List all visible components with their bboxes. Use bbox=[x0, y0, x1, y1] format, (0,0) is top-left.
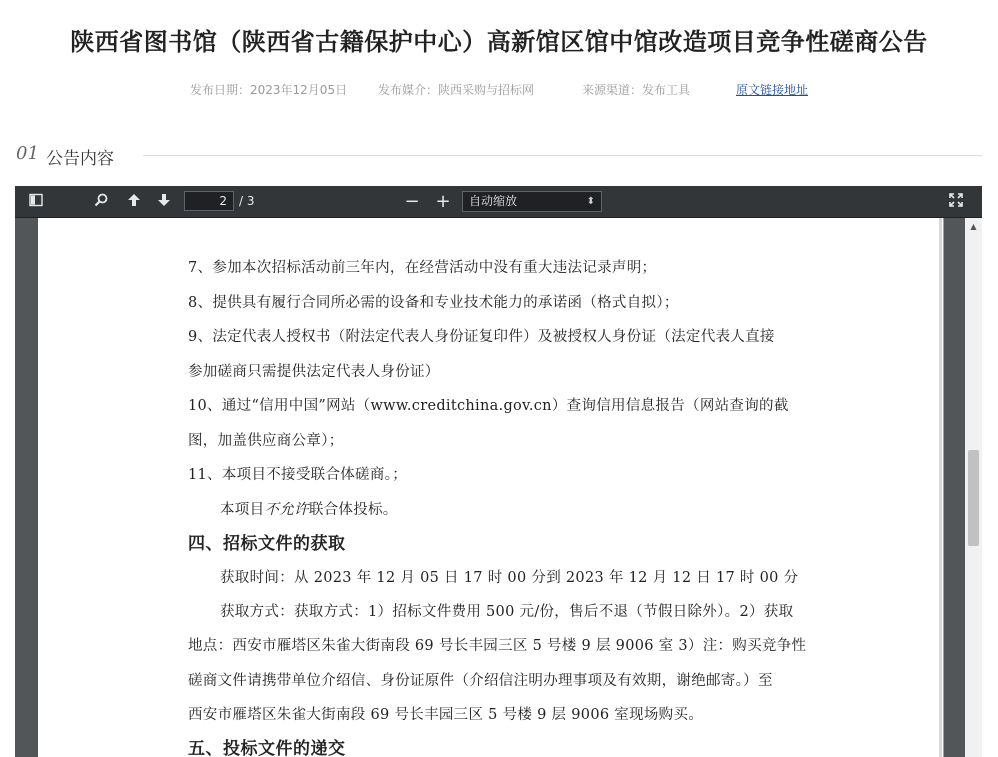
doc-heading: 五、投标文件的递交 bbox=[188, 739, 346, 757]
source-channel: 来源渠道：发布工具 bbox=[582, 83, 691, 97]
doc-line: 10、通过“信用中国”网站（www.creditchina.gov.cn）查询信用信息报告（网站查询的截 bbox=[188, 398, 789, 414]
doc-line: 8、提供具有履行合同所必需的设备和专业技术能力的承诺函（格式自拟）； bbox=[188, 295, 679, 311]
doc-line: 获取时间：从 2023 年 12 月 05 日 17 时 00 分到 2023 年 12 月 12 日 17 时 00 分 bbox=[220, 570, 799, 586]
search-icon[interactable] bbox=[91, 192, 111, 212]
scan-edge-line bbox=[943, 218, 944, 757]
scan-edge bbox=[939, 218, 942, 757]
doc-line: 磋商文件请携带单位介绍信、身份证原件（介绍信注明办理事项及有效期，谢绝邮寄。）至 bbox=[188, 673, 773, 689]
zoom-select-value: 自动缩放 bbox=[469, 194, 518, 208]
section-number: 01 bbox=[16, 143, 39, 164]
scrollbar[interactable] bbox=[965, 218, 982, 757]
section-divider bbox=[143, 155, 982, 156]
page-number-input[interactable]: 2 bbox=[184, 191, 234, 211]
doc-text: 本项目 bbox=[220, 502, 265, 518]
doc-line: 地点：西安市雁塔区朱雀大街南段 69 号长丰园三区 5 号楼 9 层 9006 室 3）注：购买竞争性 bbox=[188, 638, 807, 654]
zoom-out-button[interactable]: − bbox=[404, 191, 420, 212]
doc-text-italic: 不允许 bbox=[264, 502, 309, 518]
page-count: / 3 bbox=[239, 194, 255, 208]
doc-line: 获取方式：获取方式：1）招标文件费用 500 元/份，售后不退（节假日除外）。2）获取 bbox=[220, 604, 794, 620]
doc-line: 9、法定代表人授权书（附法定代表人身份证复印件）及被授权人身份证（法定代表人直接 bbox=[188, 329, 775, 345]
pdf-viewer bbox=[15, 186, 982, 757]
zoom-in-button[interactable]: + bbox=[435, 191, 451, 212]
sidebar-icon[interactable] bbox=[26, 192, 46, 212]
doc-heading: 四、招标文件的获取 bbox=[188, 534, 346, 554]
meta-row bbox=[0, 81, 998, 97]
doc-line: 参加磋商只需提供法定代表人身份证） bbox=[188, 364, 440, 380]
publish-media: 发布媒介：陕西采购与招标网 bbox=[378, 83, 535, 97]
select-arrows-icon: ⬍ bbox=[586, 196, 595, 207]
original-link[interactable]: 原文链接地址 bbox=[736, 83, 809, 97]
doc-line bbox=[220, 498, 398, 519]
doc-line: 7、参加本次招标活动前三年内，在经营活动中没有重大违法记录声明； bbox=[188, 260, 657, 276]
scroll-thumb[interactable] bbox=[968, 450, 979, 546]
doc-line: 西安市雁塔区朱雀大街南段 69 号长丰园三区 5 号楼 9 层 9006 室现场购买。 bbox=[188, 707, 704, 723]
zoom-select[interactable] bbox=[462, 191, 602, 212]
pdf-page bbox=[38, 218, 944, 757]
doc-line: 图，加盖供应商公章）； bbox=[188, 433, 344, 449]
publish-date: 发布日期：2023年12月05日 bbox=[190, 83, 348, 97]
scroll-up-icon[interactable]: ▲ bbox=[970, 222, 977, 231]
page-title: 陕西省图书馆（陕西省古籍保护中心）高新馆区馆中馆改造项目竞争性磋商公告 bbox=[70, 28, 928, 56]
expand-icon[interactable] bbox=[946, 192, 966, 212]
doc-line: 11、本项目不接受联合体磋商。； bbox=[188, 467, 407, 483]
next-page-icon[interactable] bbox=[154, 192, 174, 212]
section-heading bbox=[16, 143, 982, 167]
section-label: 公告内容 bbox=[46, 149, 114, 169]
doc-text: 联合体投标。 bbox=[308, 502, 398, 518]
previous-page-icon[interactable] bbox=[124, 192, 144, 212]
pdf-toolbar bbox=[15, 186, 982, 218]
